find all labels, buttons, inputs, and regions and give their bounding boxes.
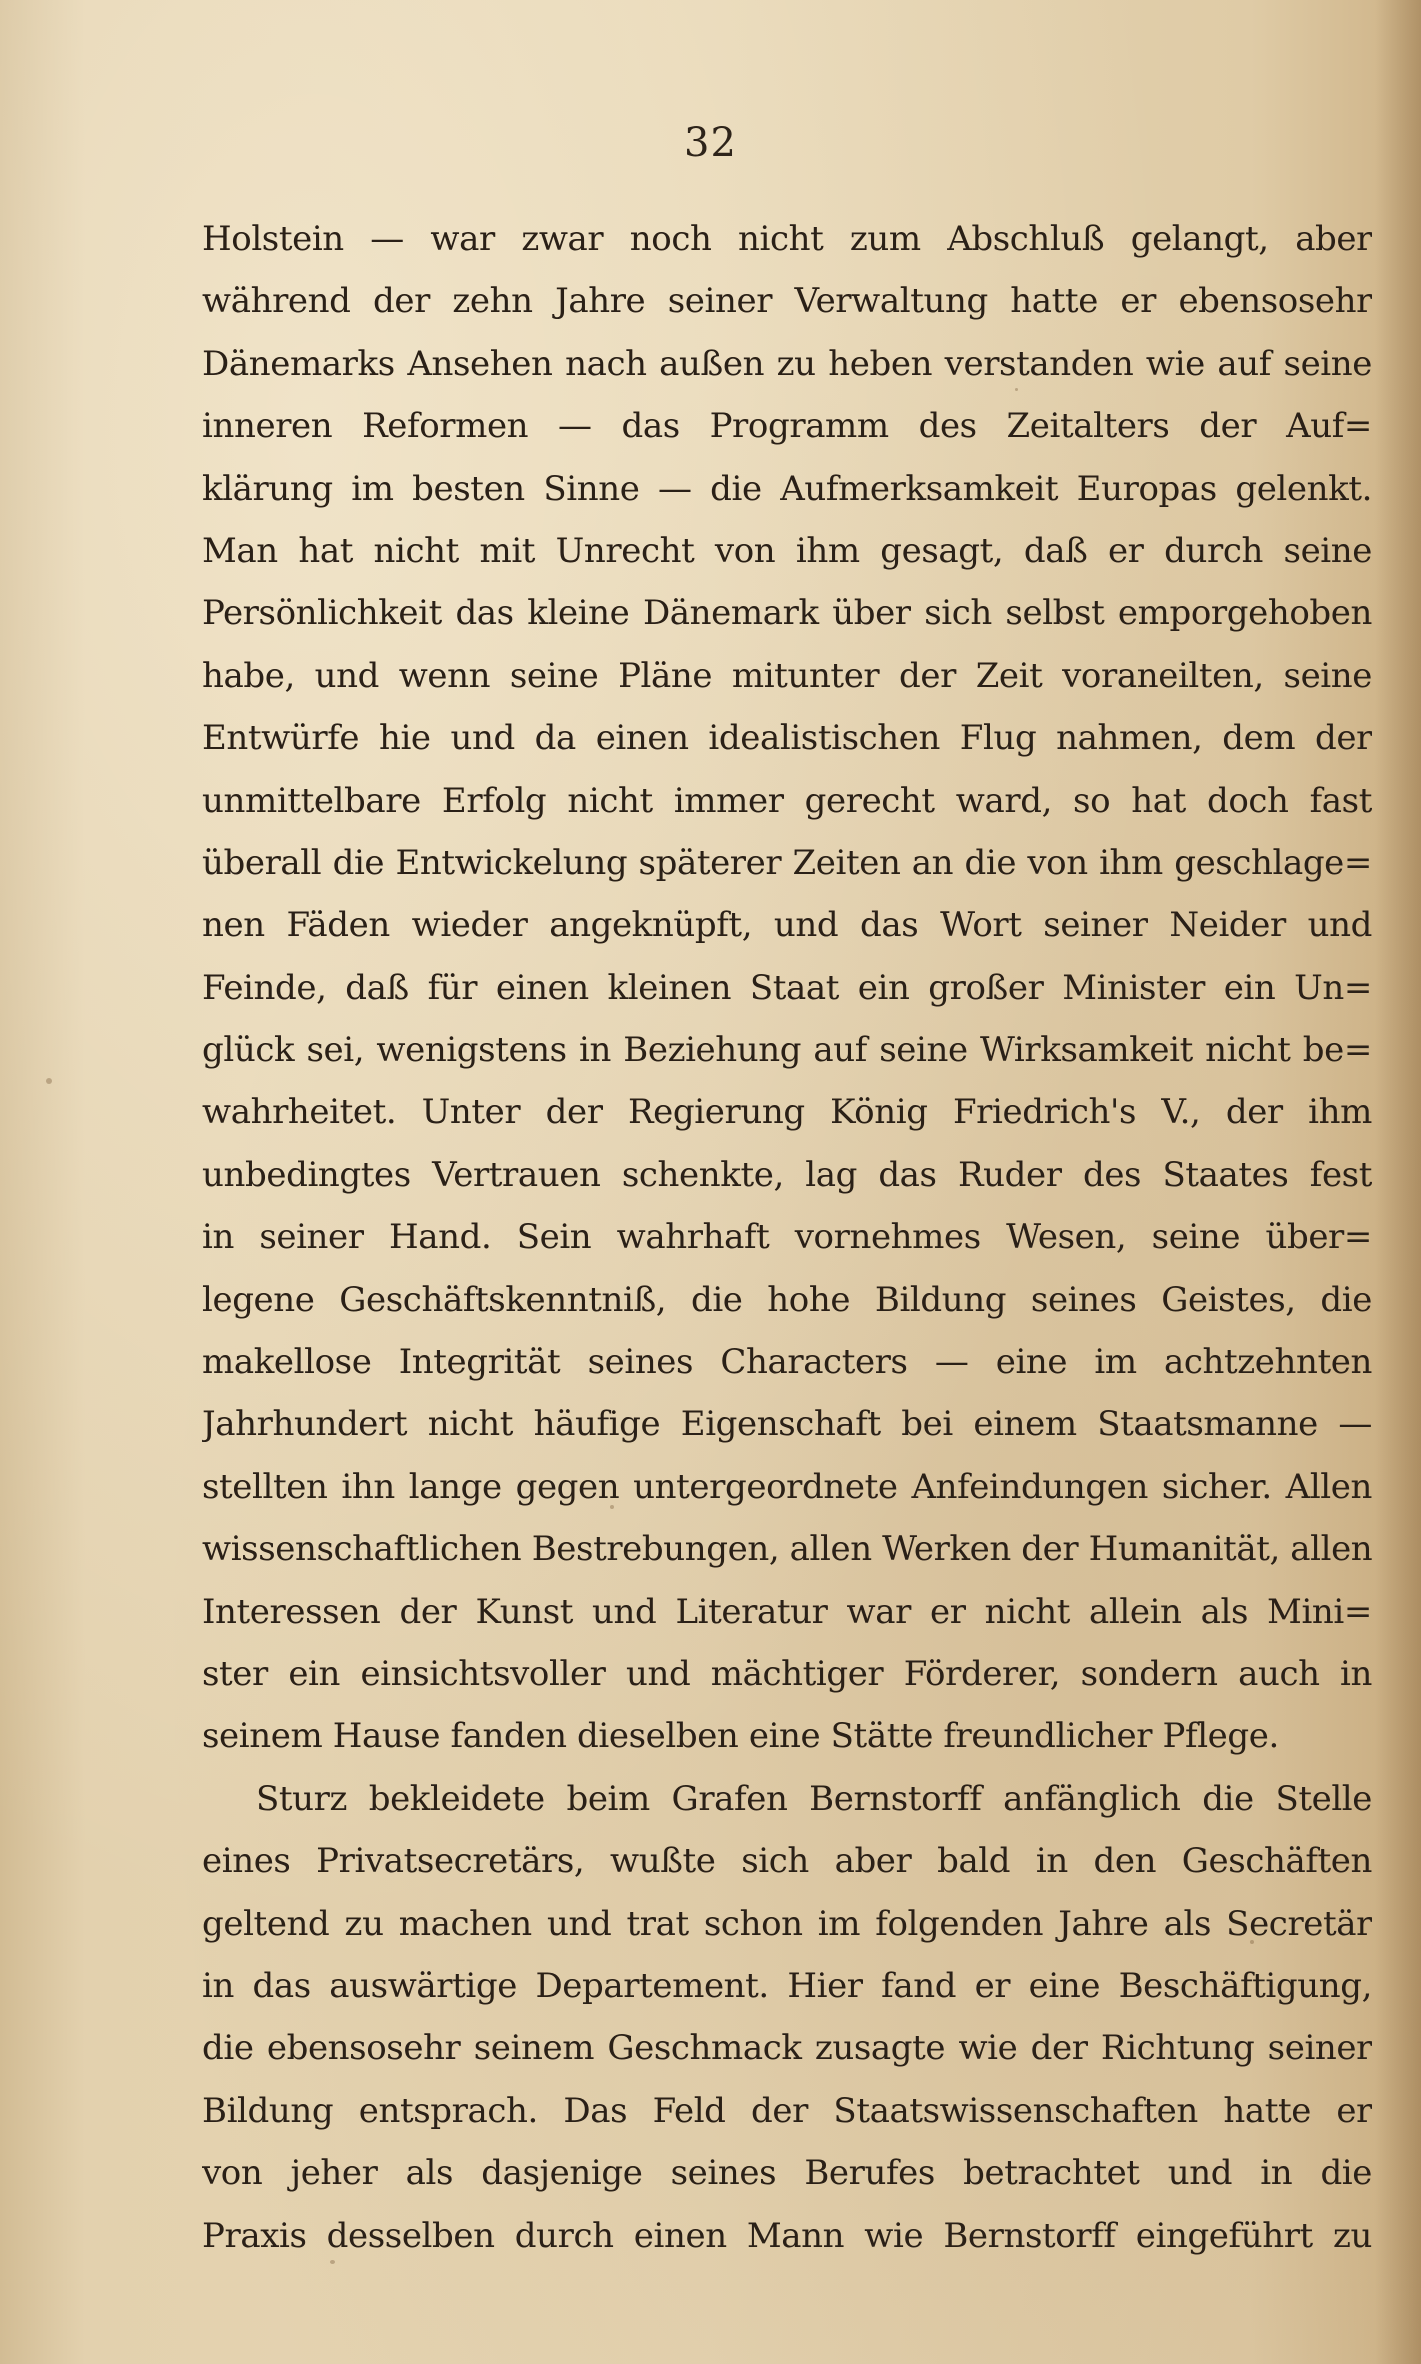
- text-line: unmittelbare Erfolg nicht immer gerecht ward, so hat doch fast: [202, 780, 1372, 821]
- text-line: Interessen der Kunst und Literatur war er nicht allein als Mini=: [202, 1591, 1372, 1632]
- text-line: geltend zu machen und trat schon im folgenden Jahre als Secretär: [202, 1903, 1372, 1944]
- text-line: inneren Reformen — das Programm des Zeitalters der Auf=: [202, 406, 1372, 447]
- text-line: Jahrhundert nicht häufige Eigenschaft bei einem Staatsmanne —: [202, 1404, 1372, 1445]
- text-line: makellose Integrität seines Characters — eine im achtzehnten: [202, 1342, 1372, 1383]
- text-line: klärung im besten Sinne — die Aufmerksamkeit Europas gelenkt.: [202, 468, 1372, 509]
- text-line: unbedingtes Vertrauen schenkte, lag das Ruder des Staates fest: [202, 1154, 1372, 1195]
- text-line: stellten ihn lange gegen untergeordnete Anfeindungen sicher. Allen: [202, 1466, 1372, 1507]
- text-line: von jeher als dasjenige seines Berufes betrachtet und in die: [202, 2153, 1372, 2194]
- text-line: Holstein — war zwar noch nicht zum Abschluß gelangt, aber: [202, 219, 1372, 259]
- text-line: eines Privatsecretärs, wußte sich aber bald in den Geschäften: [202, 1841, 1372, 1882]
- text-line: glück sei, wenigstens in Beziehung auf seine Wirksamkeit nicht be=: [202, 1030, 1372, 1071]
- paragraph-2: [202, 1768, 1372, 2267]
- text-line: während der zehn Jahre seiner Verwaltung hatte er ebensosehr: [202, 281, 1372, 322]
- text-line: Praxis desselben durch einen Mann wie Bernstorff eingeführt zu: [202, 2215, 1372, 2256]
- text-line: in das auswärtige Departement. Hier fand er eine Beschäftigung,: [202, 1965, 1372, 2006]
- page-number: 32: [684, 120, 737, 166]
- text-line: in seiner Hand. Sein wahrhaft vornehmes Wesen, seine über=: [202, 1217, 1372, 1258]
- page-edge-shadow: [1375, 0, 1421, 2364]
- text-line: legene Geschäftskenntniß, die hohe Bildung seines Geistes, die: [202, 1279, 1372, 1320]
- text-line: Persönlichkeit das kleine Dänemark über sich selbst emporgehoben: [202, 593, 1372, 634]
- text-line: Entwürfe hie und da einen idealistischen Flug nahmen, dem der: [202, 718, 1372, 759]
- text-line: die ebensosehr seinem Geschmack zusagte wie der Richtung seiner: [202, 2028, 1372, 2069]
- text-line: Feinde, daß für einen kleinen Staat ein großer Minister ein Un=: [202, 967, 1372, 1008]
- text-line: Bildung entsprach. Das Feld der Staatswissenschaften hatte er: [202, 2090, 1372, 2131]
- text-line: wissenschaftlichen Bestrebungen, allen Werken der Humanität, allen: [202, 1529, 1372, 1570]
- paragraph-1: [202, 208, 1372, 1768]
- text-line: Dänemarks Ansehen nach außen zu heben verstanden wie auf seine: [202, 343, 1372, 384]
- paper-speck: [46, 1078, 52, 1084]
- text-line: nen Fäden wieder angeknüpft, und das Wort seiner Neider und: [202, 905, 1372, 946]
- text-line: überall die Entwickelung späterer Zeiten an die von ihm geschlage=: [202, 842, 1372, 883]
- text-line: habe, und wenn seine Pläne mitunter der Zeit voraneilten, seine: [202, 655, 1372, 696]
- text-line: ster ein einsichtsvoller und mächtiger Förderer, sondern auch in: [202, 1653, 1372, 1694]
- text-line: wahrheitet. Unter der Regierung König Friedrich's V., der ihm: [202, 1092, 1372, 1133]
- body-text: [202, 208, 1372, 2267]
- text-line: Sturz bekleidete beim Grafen Bernstorff anfänglich die Stelle: [256, 1778, 1372, 1819]
- text-line: Man hat nicht mit Unrecht von ihm gesagt, daß er durch seine: [202, 530, 1372, 571]
- text-line: seinem Hause fanden dieselben eine Stätte freundlicher Pflege.: [202, 1716, 1279, 1757]
